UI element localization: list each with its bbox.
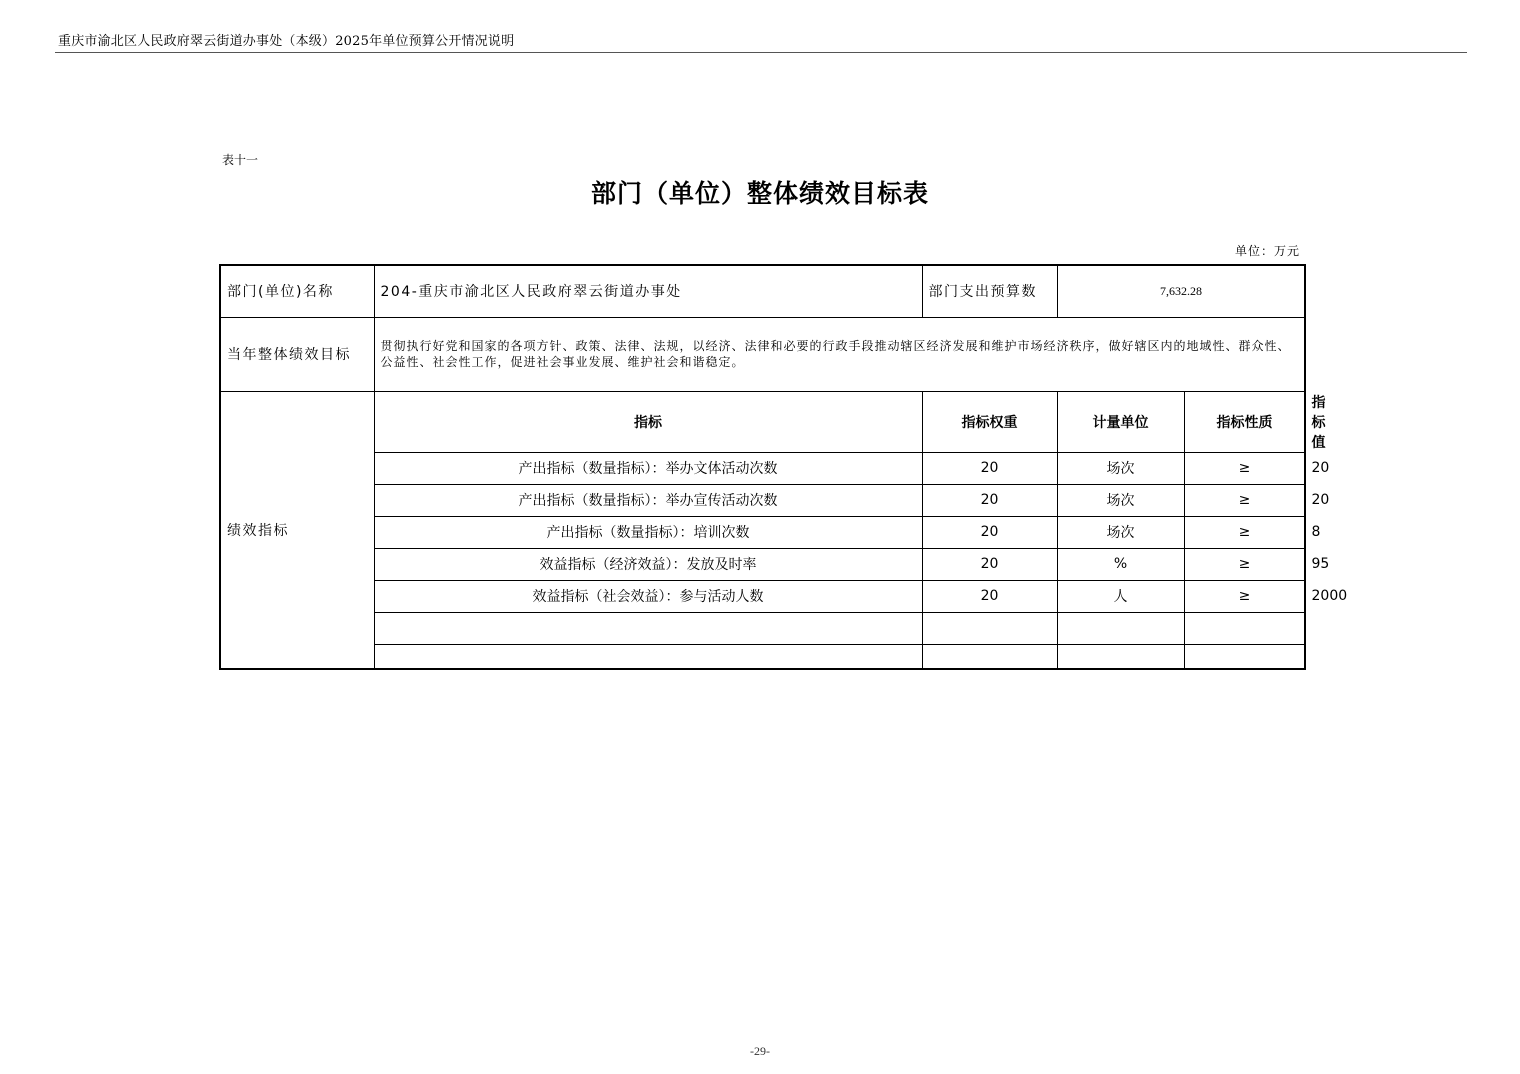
col-header-indicator: 指标 [374, 391, 922, 452]
page-number: -29- [750, 1044, 770, 1058]
indicator-unit: 场次 [1057, 516, 1184, 548]
table-row: 效益指标（经济效益）：发放及时率 20 % ≥ 95 [220, 548, 1305, 580]
indicator-name: 效益指标（经济效益）：发放及时率 [374, 548, 922, 580]
indicator-unit: % [1057, 548, 1184, 580]
indicator-nature: ≥ [1184, 516, 1305, 548]
goal-text: 贯彻执行好党和国家的各项方针、政策、法律、法规，以经济、法律和必要的行政手段推动辖区经济发展和维护市场经济秩序，做好辖区内的地域性、群众性、公益性、社会性工作，促进社会事业发展、维护社会和谐稳定。 [374, 317, 1305, 391]
indicator-weight: 20 [922, 516, 1057, 548]
empty-cell [374, 612, 922, 644]
header-divider [55, 52, 1467, 53]
indicator-nature: ≥ [1184, 452, 1305, 484]
dept-row [220, 265, 1305, 317]
dept-name-value: 204-重庆市渝北区人民政府翠云街道办事处 [374, 265, 922, 317]
empty-cell [374, 644, 922, 669]
indicator-unit: 人 [1057, 580, 1184, 612]
col-header-weight: 指标权重 [922, 391, 1057, 452]
indicator-name: 效益指标（社会效益）：参与活动人数 [374, 580, 922, 612]
indicator-unit: 场次 [1057, 452, 1184, 484]
table-number: 表十一 [222, 153, 259, 167]
budget-label: 部门支出预算数 [922, 265, 1057, 317]
table-row: 产出指标（数量指标）：举办宣传活动次数 20 场次 ≥ 20 [220, 484, 1305, 516]
empty-row [220, 612, 1305, 644]
empty-cell [1057, 612, 1184, 644]
col-header-nature: 指标性质 [1184, 391, 1305, 452]
empty-cell [922, 644, 1057, 669]
indicator-name: 产出指标（数量指标）：举办文体活动次数 [374, 452, 922, 484]
table-row: 效益指标（社会效益）：参与活动人数 20 人 ≥ 2000 [220, 580, 1305, 612]
empty-cell [1184, 612, 1305, 644]
indicator-weight: 20 [922, 548, 1057, 580]
empty-cell [922, 612, 1057, 644]
empty-row [220, 644, 1305, 669]
unit-label: 单位：万元 [1234, 244, 1300, 258]
document-header: 重庆市渝北区人民政府翠云街道办事处（本级）2025年单位预算公开情况说明 [58, 34, 515, 49]
indicator-nature: ≥ [1184, 484, 1305, 516]
empty-cell [1057, 644, 1184, 669]
table-row: 产出指标（数量指标）：培训次数 20 场次 ≥ 8 [220, 516, 1305, 548]
empty-cell [1184, 644, 1305, 669]
budget-value: 7,632.28 [1057, 265, 1305, 317]
col-header-unit: 计量单位 [1057, 391, 1184, 452]
table-row: 产出指标（数量指标）：举办文体活动次数 20 场次 ≥ 20 [220, 452, 1305, 484]
indicator-nature: ≥ [1184, 580, 1305, 612]
indicator-unit: 场次 [1057, 484, 1184, 516]
indicators-label: 绩效指标 [220, 391, 374, 669]
indicator-weight: 20 [922, 580, 1057, 612]
indicator-name: 产出指标（数量指标）：举办宣传活动次数 [374, 484, 922, 516]
dept-name-label: 部门(单位)名称 [220, 265, 374, 317]
indicator-header-row: 绩效指标 指标 指标权重 计量单位 指标性质 指标值 [220, 391, 1305, 452]
indicator-name: 产出指标（数量指标）：培训次数 [374, 516, 922, 548]
page-title: 部门（单位）整体绩效目标表 [590, 179, 929, 208]
indicator-weight: 20 [922, 484, 1057, 516]
indicator-nature: ≥ [1184, 548, 1305, 580]
indicator-weight: 20 [922, 452, 1057, 484]
performance-table [219, 264, 1348, 670]
goal-row [220, 317, 1305, 391]
goal-label: 当年整体绩效目标 [220, 317, 374, 391]
